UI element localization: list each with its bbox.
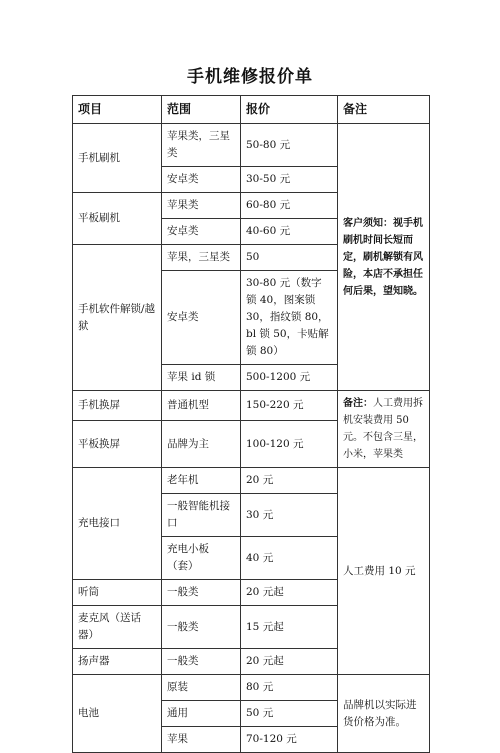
range-cell: 充电小板（套）: [162, 537, 241, 580]
header-range: 范围: [162, 96, 241, 124]
item-cell: 手机刷机: [73, 124, 162, 193]
item-cell: 扬声器: [73, 649, 162, 675]
range-cell: 苹果类，三星类: [162, 124, 241, 167]
range-cell: 苹果，三星类: [162, 245, 241, 271]
price-cell: 500-1200 元: [241, 365, 338, 391]
range-cell: 一般类: [162, 580, 241, 606]
price-cell: 20 元起: [241, 580, 338, 606]
item-cell: 麦克风（送话器）: [73, 606, 162, 649]
price-cell: 15 元起: [241, 606, 338, 649]
price-cell: 70-120 元: [241, 727, 338, 753]
price-cell: 30-80 元（数字锁 40，图案锁 30，指纹锁 80，bl 锁 50，卡贴解锁 80）: [241, 271, 338, 365]
range-cell: 普通机型: [162, 391, 241, 421]
header-price: 报价: [241, 96, 338, 124]
price-cell: 50-80 元: [241, 124, 338, 167]
price-cell: 100-120 元: [241, 421, 338, 468]
range-cell: 一般类: [162, 649, 241, 675]
item-cell: 充电接口: [73, 468, 162, 580]
range-cell: 苹果 id 锁: [162, 365, 241, 391]
range-cell: 一般类: [162, 606, 241, 649]
price-cell: 20 元起: [241, 649, 338, 675]
price-cell: 50: [241, 245, 338, 271]
note-cell: [338, 391, 430, 468]
item-cell: 手机换屏: [73, 391, 162, 421]
note-cell: 客户须知：视手机刷机时间长短而定，刷机解锁有风险，本店不承担任何后果，望知晓。: [338, 124, 430, 391]
price-cell: 30-50 元: [241, 167, 338, 193]
note-cell: 品牌机以实际进货价格为准。: [338, 675, 430, 753]
note-text: 人工费用拆机安装费用 50 元。不包含三星，小米，苹果类: [343, 398, 423, 460]
note-cell: 人工费用 10 元: [338, 468, 430, 675]
range-cell: 原装: [162, 675, 241, 701]
range-cell: 苹果: [162, 727, 241, 753]
range-cell: 品牌为主: [162, 421, 241, 468]
item-cell: 平板刷机: [73, 193, 162, 245]
range-cell: 苹果类: [162, 193, 241, 219]
table-row: [73, 391, 430, 421]
range-cell: 安卓类: [162, 219, 241, 245]
range-cell: 一般智能机接口: [162, 494, 241, 537]
price-cell: 20 元: [241, 468, 338, 494]
item-cell: 电池: [73, 675, 162, 753]
item-cell: 平板换屏: [73, 421, 162, 468]
table-row: [73, 468, 430, 494]
header-item: 项目: [73, 96, 162, 124]
note-label: 备注：: [343, 398, 373, 409]
price-cell: 40 元: [241, 537, 338, 580]
table-row: [73, 675, 430, 701]
price-table: [72, 95, 430, 753]
price-cell: 50 元: [241, 701, 338, 727]
range-cell: 通用: [162, 701, 241, 727]
price-cell: 150-220 元: [241, 391, 338, 421]
range-cell: 安卓类: [162, 167, 241, 193]
item-cell: 手机软件解锁/越狱: [73, 245, 162, 391]
page-title: 手机维修报价单: [187, 67, 313, 87]
price-cell: 30 元: [241, 494, 338, 537]
range-cell: 安卓类: [162, 271, 241, 365]
price-cell: 80 元: [241, 675, 338, 701]
table-header-row: [73, 96, 430, 124]
header-notes: 备注: [338, 96, 430, 124]
price-cell: 60-80 元: [241, 193, 338, 219]
table-row: [73, 124, 430, 167]
range-cell: 老年机: [162, 468, 241, 494]
price-cell: 40-60 元: [241, 219, 338, 245]
item-cell: 听筒: [73, 580, 162, 606]
